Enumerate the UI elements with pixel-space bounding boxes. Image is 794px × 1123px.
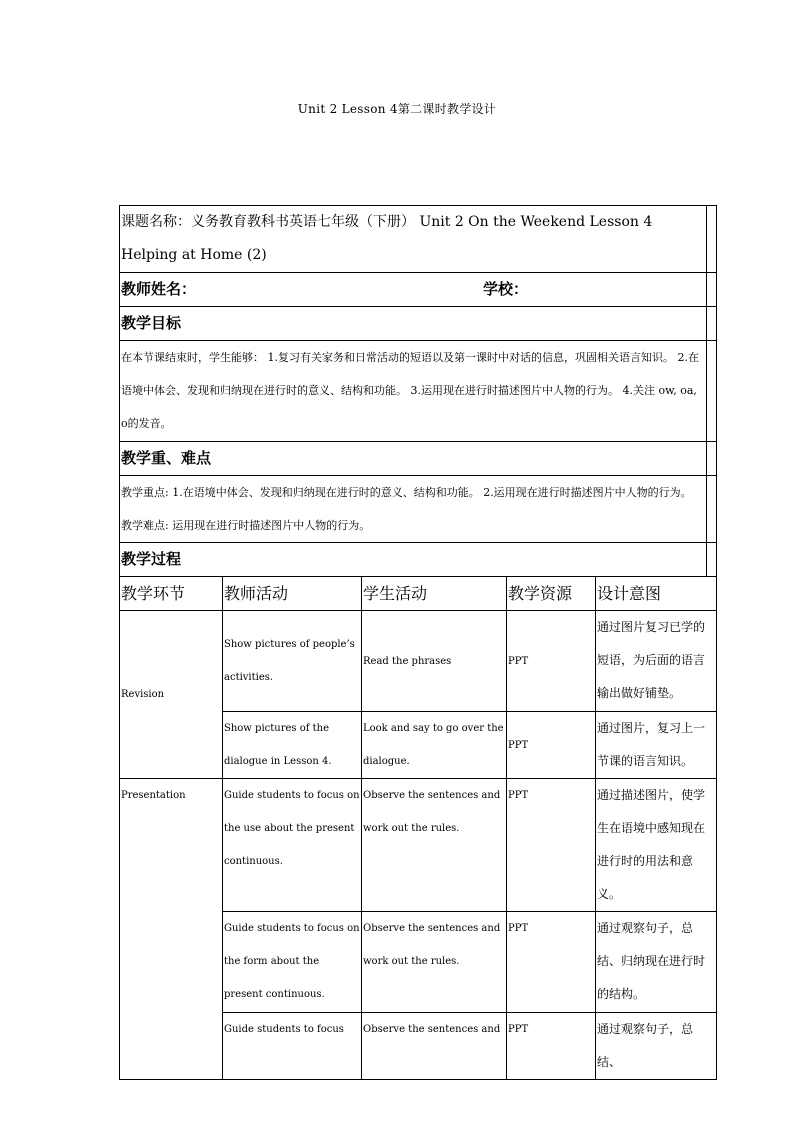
stage-presentation: Presentation xyxy=(120,779,223,1080)
key-points-heading-text: 教学重、难点 xyxy=(121,449,212,467)
student-activity: Observe the sentences and xyxy=(362,1013,507,1080)
resource: PPT xyxy=(507,712,596,779)
spacer-cell xyxy=(707,307,717,341)
column-header-stage: 教学环节 xyxy=(120,577,223,611)
teacher-activity: Guide students to focus on the form about the present continuous. xyxy=(223,912,362,1013)
teacher-activity: Show pictures of people’s activities. xyxy=(223,611,362,712)
resource: PPT xyxy=(507,611,596,712)
spacer-cell xyxy=(707,273,717,307)
objectives-heading-text: 教学目标 xyxy=(121,314,182,332)
resource: PPT xyxy=(507,779,596,912)
objectives-heading xyxy=(120,307,707,341)
key-points-body xyxy=(120,476,707,543)
spacer-cell xyxy=(707,341,717,442)
spacer-cell xyxy=(707,206,717,273)
process-heading xyxy=(120,543,707,577)
teacher-activity: Show pictures of the dialogue in Lesson 4. xyxy=(223,712,362,779)
spacer-cell xyxy=(707,442,717,476)
column-header-resource: 教学资源 xyxy=(507,577,596,611)
column-header-student: 学生活动 xyxy=(362,577,507,611)
school-label: 学校： xyxy=(483,280,529,298)
design-intent: 通过观察句子，总结、 xyxy=(596,1013,717,1080)
process-heading-text: 教学过程 xyxy=(121,550,182,568)
student-activity: Read the phrases xyxy=(362,611,507,712)
design-intent: 通过观察句子，总结、归纳现在进行时的结构。 xyxy=(596,912,717,1013)
student-activity: Observe the sentences and work out the rules. xyxy=(362,912,507,1013)
document-title: Unit 2 Lesson 4第二课时教学设计 xyxy=(297,102,497,116)
design-intent: 通过图片，复习上一节课的语言知识。 xyxy=(596,712,717,779)
design-intent: 通过图片复习已学的短语，为后面的语言输出做好铺垫。 xyxy=(596,611,717,712)
student-activity: Look and say to go over the dialogue. xyxy=(362,712,507,779)
key-points-heading xyxy=(120,442,707,476)
stage-revision: Revision xyxy=(120,611,223,779)
column-header-intent: 设计意图 xyxy=(596,577,717,611)
teacher-activity: Guide students to focus xyxy=(223,1013,362,1080)
spacer-cell xyxy=(707,543,717,577)
teacher-school-row xyxy=(120,273,707,307)
objectives-text: 在本节课结束时，学生能够： 1.复习有关家务和日常活动的短语以及第一课时中对话的信息，巩固相关语言知识。 2.在语境中体会、发现和归纳现在进行时的意义、结构和功能。 3.运用现在进行时描述图片中人物的行为。 4.关注 ow, oa, o的发音。 xyxy=(121,351,699,430)
teacher-name-label: 教师姓名： xyxy=(121,280,197,298)
course-name: 课题名称：义务教育教科书英语七年级（下册） Unit 2 On the Weekend Lesson 4 Helping at Home (2) xyxy=(121,214,653,263)
design-intent: 通过描述图片，使学生在语境中感知现在进行时的用法和意义。 xyxy=(596,779,717,912)
column-header-teacher: 教师活动 xyxy=(223,577,362,611)
course-name-cell xyxy=(120,206,707,273)
teacher-activity: Guide students to focus on the use about the present continuous. xyxy=(223,779,362,912)
student-activity: Observe the sentences and work out the rules. xyxy=(362,779,507,912)
resource: PPT xyxy=(507,1013,596,1080)
key-points-text: 教学重点: 1.在语境中体会、发现和归纳现在进行时的意义、结构和功能。 2.运用现在进行时描述图片中人物的行为。 教学难点: 运用现在进行时描述图片中人物的行为。 xyxy=(121,486,692,532)
resource: PPT xyxy=(507,912,596,1013)
objectives-body xyxy=(120,341,707,442)
lesson-plan-table xyxy=(119,205,717,1080)
spacer-cell xyxy=(707,476,717,543)
